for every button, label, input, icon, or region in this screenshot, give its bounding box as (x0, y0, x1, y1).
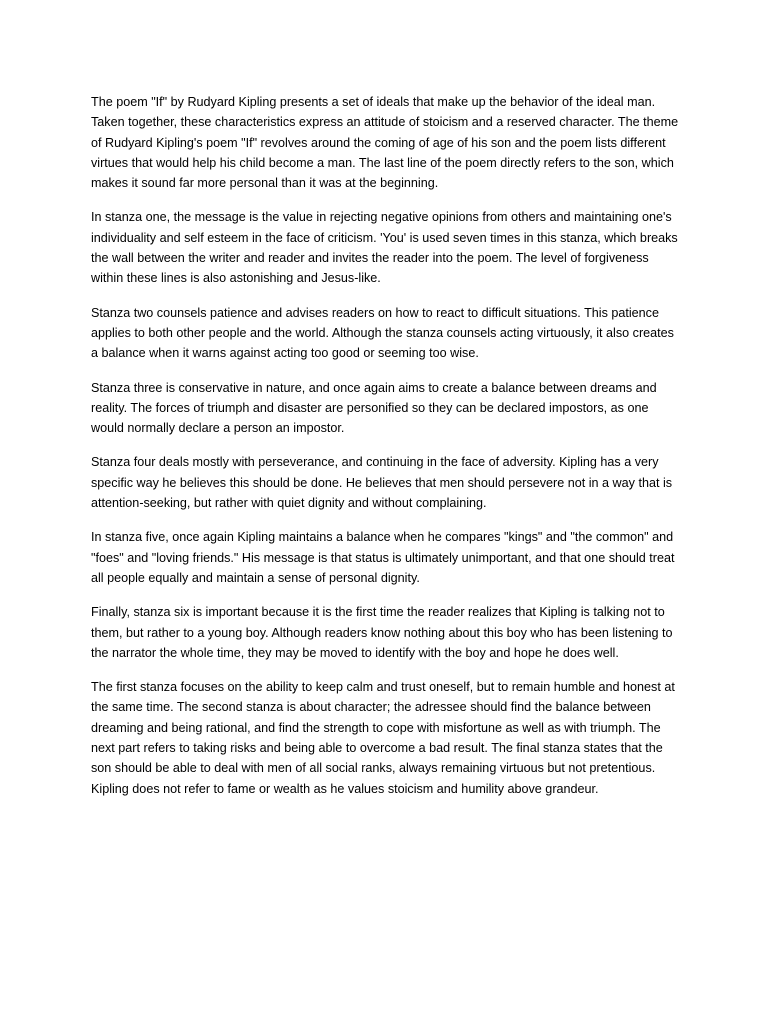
paragraph-stanza-two: Stanza two counsels patience and advises readers on how to react to difficult situations. This patience applies to both other people and the world. Although the stanza counsels acting virtuously, it also creates a balance when it warns against acting too good or seeming too wise. (91, 305, 674, 361)
paragraph-stanza-three: Stanza three is conservative in nature, and once again aims to create a balance between dreams and reality. The forces of triumph and disaster are personified so they can be declared impostors, as one would normally declare a person an impostor. (91, 380, 657, 436)
paragraph-stanza-four: Stanza four deals mostly with perseverance, and continuing in the face of adversity. Kipling has a very specific way he believes this should be done. He believes that men should persevere not in a way that is attention-seeking, but rather with quiet dignity and without complaining. (91, 455, 673, 511)
paragraph-summary: The first stanza focuses on the ability to keep calm and trust oneself, but to remain humble and honest at the same time. The second stanza is about character; the adressee should find the balance between dreaming and being rational, and find the strength to cope with misfortune as well as with triumph. The next part refers to taking risks and being able to overcome a bad result. The final stanza states that the son should be able to deal with men of all social ranks, always remaining virtuous but not pretentious. Kipling does not refer to fame or wealth as he values stoicism and humility above grandeur. (91, 680, 675, 796)
paragraph-stanza-five: In stanza five, once again Kipling maintains a balance when he compares "kings" and "the common" and "foes" and "loving friends." His message is that status is ultimately unimportant, and that one should treat all people equally and maintain a sense of personal dignity. (91, 530, 675, 585)
paragraph-intro: The poem "If" by Rudyard Kipling presents a set of ideals that make up the behavior of the ideal man. Taken together, these characteristics express an attitude of stoicism and a reserved character. The theme of Rudyard Kipling's poem "If" revolves around the coming of age of his son and the poem lists different virtues that would help his child become a man. The last line of the poem directly refers to the son, which makes it sound far more personal than it was at the beginning. (91, 95, 679, 191)
document-body (91, 92, 681, 813)
paragraph-stanza-six: Finally, stanza six is important because it is the first time the reader realizes that Kipling is talking not to them, but rather to a young boy. Although readers know nothing about this boy who has been listening to the narrator the whole time, they may be moved to identify with the boy and hope he does well. (91, 605, 673, 660)
paragraph-stanza-one: In stanza one, the message is the value in rejecting negative opinions from others and maintaining one's individuality and self esteem in the face of criticism. 'You' is used seven times in this stanza, which breaks the wall between the writer and reader and invites the reader into the poem. The level of forgiveness within these lines is also astonishing and Jesus-like. (91, 210, 678, 286)
